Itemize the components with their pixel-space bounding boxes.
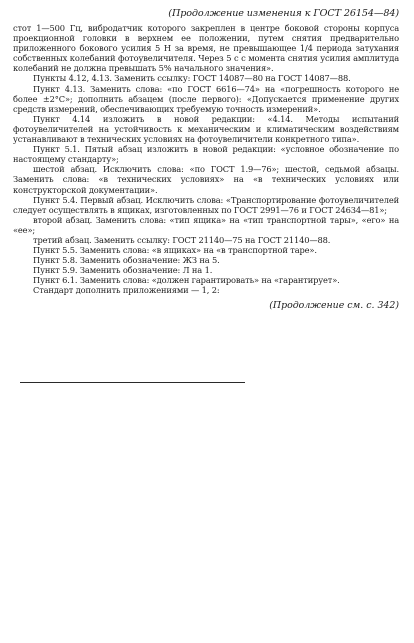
- paragraph-item-4-13: Пункт 4.13. Заменить слова: «по ГОСТ 6616—74» на «погрешность которого не более ±2°С»; дополнить абзацем (после первого): «Допускается применение других средств измерений, обеспечивающих требуемую точность измерений».: [13, 83, 399, 114]
- paragraph-item-5-1: Пункт 5.1. Пятый абзац изложить в новой редакции: «условное обозначение по настоящему стандарту»;: [13, 144, 399, 165]
- paragraph-item-5-5: Пункт 5.5. Заменить слова: «в ящиках» на «в транспортной таре».: [33, 245, 317, 256]
- document-page: [13, 8, 399, 311]
- paragraph-third-clause: третий абзац. Заменить ссылку: ГОСТ 21140—75 на ГОСТ 21140—88.: [33, 234, 331, 245]
- paragraph-appendices: Стандарт дополнить приложениями — 1, 2:: [33, 285, 220, 296]
- paragraph-item-5-4: Пункт 5.4. Первый абзац. Исключить слова: «Транспортирование фотоувеличителей следует осуществлять в ящиках, изготовленных по ГОСТ 2991—76 и ГОСТ 24634—81»;: [13, 194, 399, 215]
- paragraph-items-4-12-4-13: Пункты 4.12, 4.13. Заменить ссылку: ГОСТ 14087—80 на ГОСТ 14087—88.: [33, 73, 351, 84]
- paragraph-item-6-1: Пункт 6.1. Заменить слова: «должен гарантировать» на «гарантирует».: [33, 275, 340, 286]
- separator-rule: [20, 382, 245, 383]
- paragraph-item-5-9: Пункт 5.9. Заменить обозначение: Л на 1.: [33, 265, 213, 276]
- paragraph-second-clause: второй абзац. Заменить слова: «тип ящика» на «тип транспортной тары», «его» на «ее»;: [13, 214, 399, 235]
- paragraph-sixth-clause: шестой абзац. Исключить слова: «по ГОСТ 1.9—76»; шестой, седьмой абзацы. Заменить слова: «в технических условиях» на «в технических условиях или конструкторской документации».: [13, 164, 399, 195]
- paragraph-item-4-14: Пункт 4.14 изложить в новой редакции: «4.14. Методы испытаний фотоувеличителей на устойчивость к механическим и климатическим воздействиям устанавливают в технических условиях на фотоувеличители конкретного типа».: [13, 113, 399, 145]
- paragraph-item-5-8: Пункт 5.8. Заменить обозначение: ЖЗ на 5.: [33, 255, 220, 266]
- continuation-header: (Продолжение изменения к ГОСТ 26154—84): [168, 8, 399, 19]
- continuation-footer: (Продолжение см. с. 342): [269, 299, 399, 311]
- paragraph-vibration-test: стот 1—500 Гц, вибродатчик которого закреплен в центре боковой стороны корпуса проекционной головки в верхнем ее положении, путем снятия предварительно приложенного бокового усилия 5 Н за время, не превышающее 1/4 периода затухания собственных колебаний фотоувеличителя. Через 5 с с момента снятия усилия амплитуда колебаний не должна превышать 5% начального значения».: [13, 23, 399, 74]
